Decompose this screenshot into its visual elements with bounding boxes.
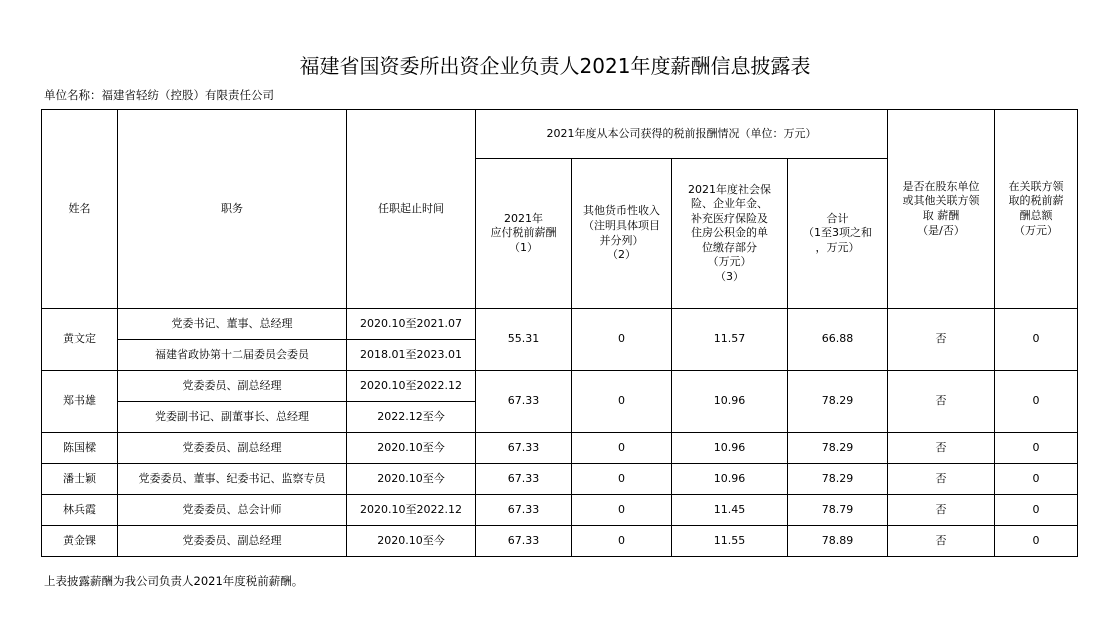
name-cell: 潘士颖 bbox=[42, 464, 118, 495]
total-cell: 66.88 bbox=[788, 309, 888, 371]
term-cell: 2018.01至2023.01 bbox=[347, 340, 476, 371]
other-income-cell: 0 bbox=[572, 495, 672, 526]
insurance-cell: 11.57 bbox=[672, 309, 788, 371]
other-income-cell: 0 bbox=[572, 371, 672, 433]
header-related-total: 在关联方领 取的税前薪 酬总额 （万元） bbox=[995, 110, 1078, 309]
total-cell: 78.29 bbox=[788, 371, 888, 433]
table-row bbox=[42, 526, 1078, 557]
position-cell: 党委副书记、副董事长、总经理 bbox=[118, 402, 347, 433]
other-income-cell: 0 bbox=[572, 464, 672, 495]
position-cell: 党委书记、董事、总经理 bbox=[118, 309, 347, 340]
insurance-cell: 11.45 bbox=[672, 495, 788, 526]
salary-cell: 67.33 bbox=[476, 371, 572, 433]
related-total-cell: 0 bbox=[995, 371, 1078, 433]
table-row bbox=[42, 433, 1078, 464]
name-cell: 郑书雄 bbox=[42, 371, 118, 433]
other-income-cell: 0 bbox=[572, 309, 672, 371]
position-cell: 党委委员、副总经理 bbox=[118, 433, 347, 464]
position-cell: 党委委员、总会计师 bbox=[118, 495, 347, 526]
table-row bbox=[42, 371, 1078, 402]
insurance-cell: 10.96 bbox=[672, 371, 788, 433]
other-income-cell: 0 bbox=[572, 433, 672, 464]
related-total-cell: 0 bbox=[995, 309, 1078, 371]
shareholder-pay-cell: 否 bbox=[888, 464, 995, 495]
name-cell: 黄金锞 bbox=[42, 526, 118, 557]
shareholder-pay-cell: 否 bbox=[888, 526, 995, 557]
related-total-cell: 0 bbox=[995, 495, 1078, 526]
table-row bbox=[42, 309, 1078, 340]
position-cell: 福建省政协第十二届委员会委员 bbox=[118, 340, 347, 371]
term-cell: 2020.10至今 bbox=[347, 433, 476, 464]
related-total-cell: 0 bbox=[995, 526, 1078, 557]
name-cell: 陈国樑 bbox=[42, 433, 118, 464]
total-cell: 78.29 bbox=[788, 433, 888, 464]
salary-cell: 67.33 bbox=[476, 433, 572, 464]
insurance-cell: 11.55 bbox=[672, 526, 788, 557]
insurance-cell: 10.96 bbox=[672, 433, 788, 464]
total-cell: 78.29 bbox=[788, 464, 888, 495]
header-other-income: 其他货币性收入 （注明具体项目 并分列） （2） bbox=[572, 159, 672, 309]
header-shareholder-pay: 是否在股东单位 或其他关联方领 取 薪酬 （是/否） bbox=[888, 110, 995, 309]
position-cell: 党委委员、副总经理 bbox=[118, 526, 347, 557]
term-cell: 2020.10至今 bbox=[347, 464, 476, 495]
related-total-cell: 0 bbox=[995, 433, 1078, 464]
table-row bbox=[42, 464, 1078, 495]
header-name: 姓名 bbox=[42, 110, 118, 309]
related-total-cell: 0 bbox=[995, 464, 1078, 495]
header-position: 职务 bbox=[118, 110, 347, 309]
other-income-cell: 0 bbox=[572, 526, 672, 557]
header-insurance: 2021年度社会保 险、企业年金、 补充医疗保险及 住房公积金的单 位缴存部分 （万元） （3） bbox=[672, 159, 788, 309]
shareholder-pay-cell: 否 bbox=[888, 433, 995, 464]
header-salary: 2021年 应付税前薪酬 （1） bbox=[476, 159, 572, 309]
position-cell: 党委委员、董事、纪委书记、监察专员 bbox=[118, 464, 347, 495]
total-cell: 78.79 bbox=[788, 495, 888, 526]
page-title: 福建省国资委所出资企业负责人2021年度薪酬信息披露表 bbox=[299, 54, 811, 78]
name-cell: 黄文定 bbox=[42, 309, 118, 371]
position-cell: 党委委员、副总经理 bbox=[118, 371, 347, 402]
header-group: 2021年度从本公司获得的税前报酬情况（单位：万元） bbox=[476, 110, 888, 159]
shareholder-pay-cell: 否 bbox=[888, 495, 995, 526]
salary-cell: 67.33 bbox=[476, 526, 572, 557]
term-cell: 2020.10至2022.12 bbox=[347, 371, 476, 402]
term-cell: 2020.10至今 bbox=[347, 526, 476, 557]
salary-cell: 55.31 bbox=[476, 309, 572, 371]
salary-cell: 67.33 bbox=[476, 495, 572, 526]
term-cell: 2020.10至2021.07 bbox=[347, 309, 476, 340]
unit-name-label: 单位名称：福建省轻纺（控股）有限责任公司 bbox=[44, 88, 274, 102]
shareholder-pay-cell: 否 bbox=[888, 371, 995, 433]
insurance-cell: 10.96 bbox=[672, 464, 788, 495]
salary-cell: 67.33 bbox=[476, 464, 572, 495]
name-cell: 林兵霞 bbox=[42, 495, 118, 526]
salary-table bbox=[41, 109, 1078, 557]
header-term: 任职起止时间 bbox=[347, 110, 476, 309]
table-row bbox=[42, 495, 1078, 526]
term-cell: 2020.10至2022.12 bbox=[347, 495, 476, 526]
total-cell: 78.89 bbox=[788, 526, 888, 557]
footnote: 上表披露薪酬为我公司负责人2021年度税前薪酬。 bbox=[44, 574, 304, 588]
shareholder-pay-cell: 否 bbox=[888, 309, 995, 371]
term-cell: 2022.12至今 bbox=[347, 402, 476, 433]
header-total: 合计 （1至3项之和 ，万元） bbox=[788, 159, 888, 309]
